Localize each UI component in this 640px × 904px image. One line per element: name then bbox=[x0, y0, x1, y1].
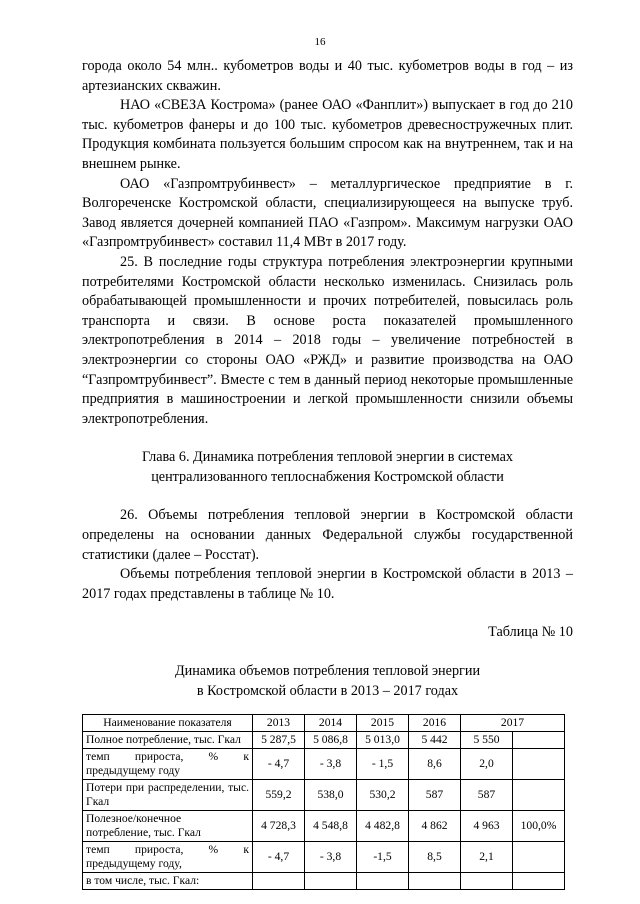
table-row bbox=[83, 780, 565, 811]
row-label: Полное потребление, тыс. Гкал bbox=[83, 732, 253, 749]
table-cell: 5 442 bbox=[409, 732, 461, 749]
chapter-heading-line: Глава 6. Динамика потребления тепловой энергии в системах bbox=[142, 449, 513, 466]
table-caption bbox=[82, 662, 573, 701]
table-row bbox=[83, 811, 565, 842]
table-cell bbox=[305, 873, 357, 890]
table-cell: - 1,5 bbox=[357, 749, 409, 780]
table-cell: 4 728,3 bbox=[253, 811, 305, 842]
table-cell bbox=[513, 842, 565, 873]
paragraph: 25. В последние годы структура потребления электроэнергии крупными потребителями Костромской области несколько изменилась. Снизилась роль обрабатывающей промышленности и прочих потребителей, повысилась роль транспорта и связи. В основе роста показателей промышленного электропотребления в 2014 – 2018 годы – увеличение потребностей в электроэнергии со стороны ОАО «РЖД» и развитие производства на ОАО “Газпромтрубинвест”. Вместе с тем в данный период некоторые промышленные предприятия в машиностроении и легкой промышленности снизили объемы электропотребления. bbox=[82, 253, 573, 427]
header-cell: Наименование показателя bbox=[83, 715, 253, 732]
table-cell: - 3,8 bbox=[305, 842, 357, 873]
paragraph: города около 54 млн.. кубометров воды и 40 тыс. кубометров воды в год – из артезианских скважин. bbox=[82, 58, 573, 94]
table-cell bbox=[513, 780, 565, 811]
table-cell: - 4,7 bbox=[253, 842, 305, 873]
table-cell: 5 550 bbox=[461, 732, 513, 749]
table-cell: 530,2 bbox=[357, 780, 409, 811]
table-cell: 5 287,5 bbox=[253, 732, 305, 749]
paragraph: 26. Объемы потребления тепловой энергии в Костромской области определены на основании данных Федеральной службы государственной статистики (далее – Росстат). bbox=[82, 507, 573, 563]
table-cell: -1,5 bbox=[357, 842, 409, 873]
table-cell: 587 bbox=[461, 780, 513, 811]
table-row bbox=[83, 749, 565, 780]
table-cell bbox=[357, 873, 409, 890]
table-caption-line: в Костромской области в 2013 – 2017 годах bbox=[196, 682, 459, 699]
table-cell: 4 482,8 bbox=[357, 811, 409, 842]
table-cell: 100,0% bbox=[513, 811, 565, 842]
table-cell bbox=[513, 873, 565, 890]
table-cell: 5 086,8 bbox=[305, 732, 357, 749]
table-header-row bbox=[83, 715, 565, 732]
table-cell bbox=[461, 873, 513, 890]
table-cell: 8,5 bbox=[409, 842, 461, 873]
table-cell: 2,1 bbox=[461, 842, 513, 873]
table-cell: 538,0 bbox=[305, 780, 357, 811]
table-cell bbox=[253, 873, 305, 890]
table-row bbox=[83, 873, 565, 890]
table-cell: 4 548,8 bbox=[305, 811, 357, 842]
header-cell: 2015 bbox=[357, 715, 409, 732]
row-label: темп прироста, % к предыдущему году bbox=[83, 749, 253, 780]
table-cell: 4 862 bbox=[409, 811, 461, 842]
table-label: Таблица № 10 bbox=[488, 624, 573, 641]
data-table bbox=[82, 714, 565, 890]
header-cell: 2016 bbox=[409, 715, 461, 732]
table-caption-line: Динамика объемов потребления тепловой энергии bbox=[174, 663, 481, 680]
table-cell: 8,6 bbox=[409, 749, 461, 780]
row-label: Полезное/конечное потребление, тыс. Гкал bbox=[83, 811, 253, 842]
table-row bbox=[83, 732, 565, 749]
paragraph: НАО «СВЕЗА Кострома» (ранее ОАО «Фанплит») выпускает в год до 210 тыс. кубометров фанеры и до 100 тыс. кубометров древесностружечных плит. Продукция комбината пользуется большим спросом как на внутреннем, так и на внешнем рынке. bbox=[82, 97, 573, 172]
chapter-heading-line: централизованного теплоснабжения Костромской области bbox=[151, 468, 504, 485]
table-cell: - 3,8 bbox=[305, 749, 357, 780]
table-cell: 559,2 bbox=[253, 780, 305, 811]
header-cell: 2014 bbox=[305, 715, 357, 732]
row-label: Потери при распределении, тыс. Гкал bbox=[83, 780, 253, 811]
paragraph: Объемы потребления тепловой энергии в Костромской области в 2013 – 2017 годах представлены в таблице № 10. bbox=[82, 566, 573, 602]
table-cell: - 4,7 bbox=[253, 749, 305, 780]
row-label: темп прироста, % к предыдущему году, bbox=[83, 842, 253, 873]
paragraph: ОАО «Газпромтрубинвест» – металлургическое предприятие в г. Волгореченске Костромской области, специализирующееся на выпуске труб. Завод является дочерней компанией ПАО «Газпром». Максимум нагрузки ОАО «Газпромтрубинвест» составил 11,4 МВт в 2017 году. bbox=[82, 175, 573, 251]
row-label: в том числе, тыс. Гкал: bbox=[83, 873, 253, 890]
table-cell: 5 013,0 bbox=[357, 732, 409, 749]
table-row bbox=[83, 842, 565, 873]
table-cell bbox=[513, 732, 565, 749]
table-cell: 587 bbox=[409, 780, 461, 811]
page-number: 16 bbox=[314, 36, 326, 48]
table-cell: 4 963 bbox=[461, 811, 513, 842]
table-cell bbox=[409, 873, 461, 890]
page-body bbox=[82, 57, 573, 890]
table-cell bbox=[513, 749, 565, 780]
table-cell: 2,0 bbox=[461, 749, 513, 780]
chapter-heading bbox=[82, 448, 573, 487]
header-cell: 2013 bbox=[253, 715, 305, 732]
header-cell: 2017 bbox=[461, 715, 565, 732]
